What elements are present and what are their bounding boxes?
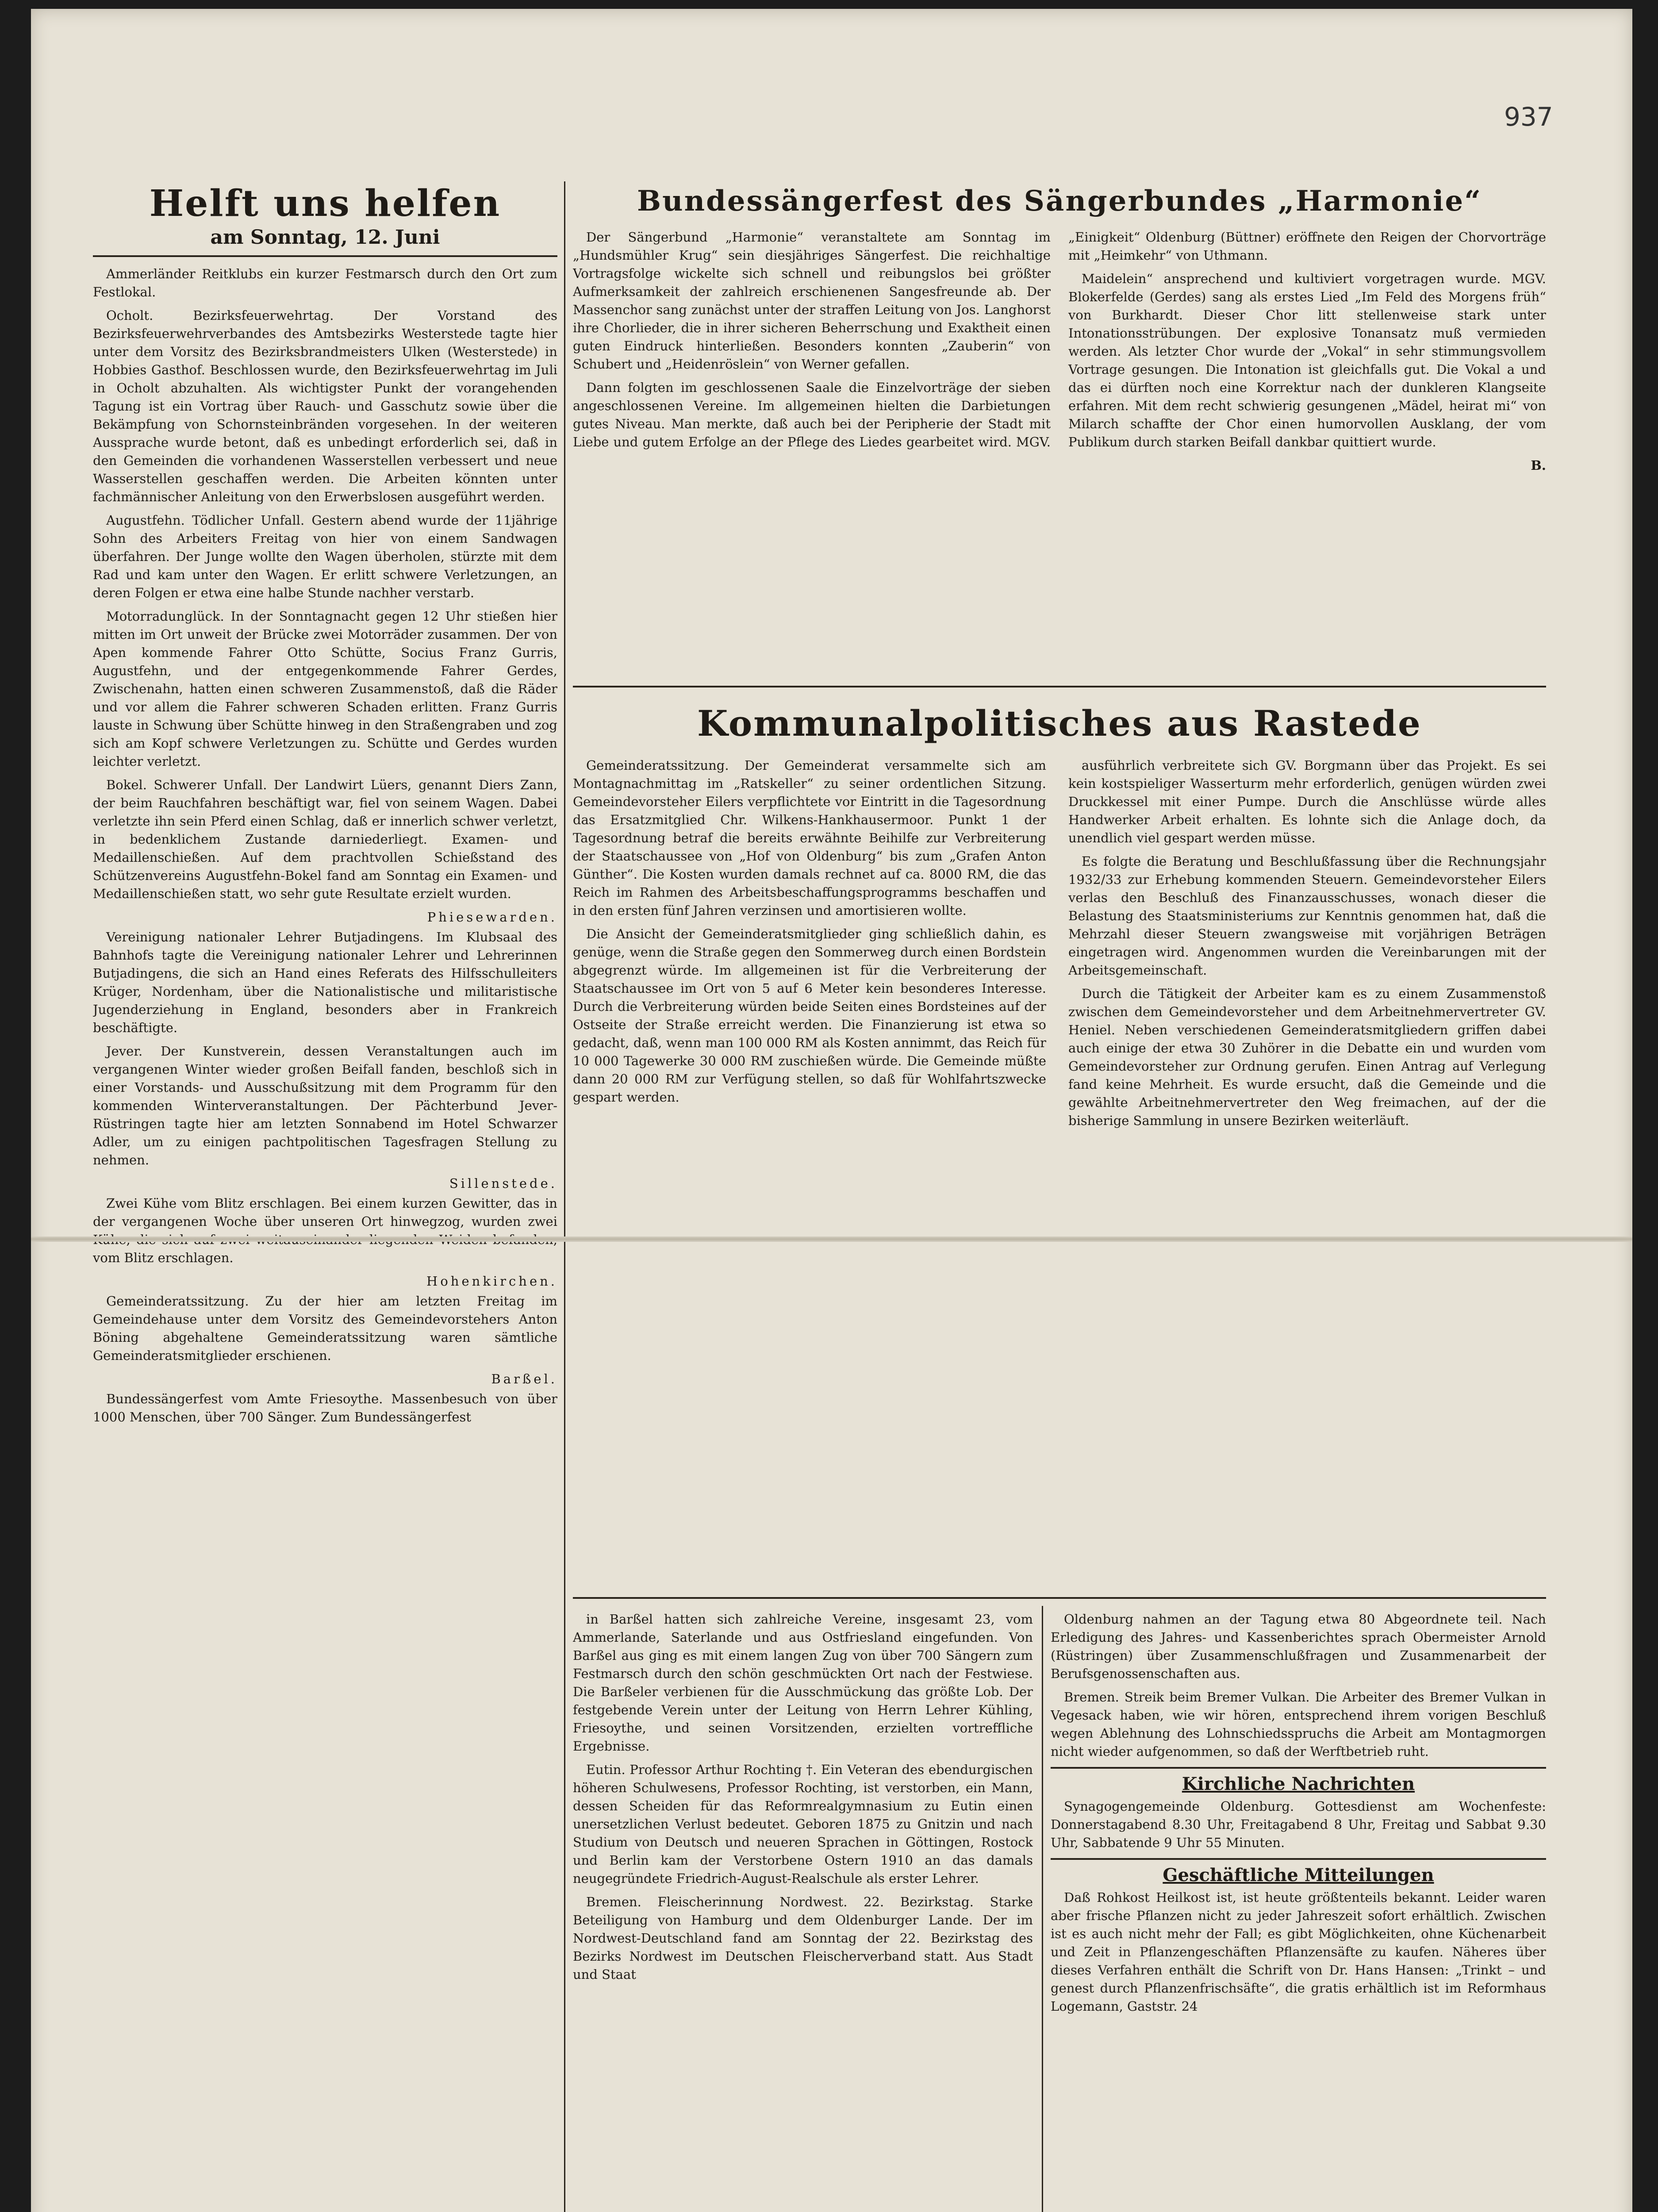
place-heading: Barßel. [491,1371,557,1386]
article-paragraph: Der Sängerbund „Harmonie“ veranstaltete am Sonntag im „Hundsmühler Krug“ sein diesjähriges Sängerfest. Die reichhaltige Vortragsfolge wickelte sich schnell und reibungslos bei größter Aufmerksamkeit der zahlreich erschienenen Sangesfreunde ab. Der Massenchor sang zunächst unter der straffen Leitung von Jos. Langhorst ihre Chorlieder, die in ihrer sicheren Beherrschung und Exaktheit einen guten Eindruck hinterließen. Besonders konnten „Zauberin“ von Schubert und „Heidenröslein“ von Werner gefallen. [573,230,1051,372]
article-paragraph: Zwei Kühe vom Blitz erschlagen. Bei einem kurzen Gewitter, das in der vergangenen Woche über unseren Ort hinwegzog, wurden zwei vom Blitz erschlagen. [93,1196,557,1265]
article-paragraph: Es folgte die Beratung und Beschlußfassung über die Rechnungsjahr 1932/33 zur Erhebung kommenden Steuern. Gemeindevorsteher Eilers verlas den Beschluß des Finanzausschusses, wonach dieser die Belastung des Staatsministeriums zur Kenntnis genommen hat, daß die Mehrzahl dieser Steuern zwangsweise mit vorjährigen Beträgen eingetragen wird. Angenommen wurden die Vereinbarungen mit der Arbeitsgemeinschaft. [1068,854,1546,978]
horizontal-rule [573,686,1546,687]
column-rule [1042,1606,1043,2212]
article-paragraph: ausführlich verbreitete sich GV. Borgmann über das Projekt. Es sei kein kostspieliger Wasserturm mehr erforderlich, genügen würden zwei Druckkessel mit einer Pumpe. Durch die Anschlüsse würde alles Handwerker Arbeit erhalten. Es lohnte sich die Anlage doch, da unendlich viel gespart werden müsse. [1068,758,1546,845]
article-paragraph: in Barßel hatten sich zahlreiche Vereine, insgesamt 23, vom Ammerlande, Saterlande und aus Ostfriesland eingefunden. Von Barßel aus ging es mit einem langen Zug von über 700 Sängern zum Festmarsch durch den schön geschmückten Ort nach der Festwiese. Die Barßeler verbienen für die Ausschmückung das größte Lob. Der festgebende Verein unter der Leitung von Herrn Lehrer Kühling, Friesoythe, und seinen Vorsitzenden, erzielten vortreffliche Ergebnisse. [573,1612,1033,1754]
divider [1051,1858,1546,1860]
left-headline: Helft uns helfen [149,182,501,225]
article-paragraph: Augustfehn. Tödlicher Unfall. Gestern abend wurde der 11jährige Sohn des Arbeiters Freitag von hier von einem Sandwagen überfahren. Der Junge wollte den Wagen überholen, stürzte mit dem Rad und kam unter den Wagen. Er erlitt schwere Verletzungen, an deren Folgen er etwa eine halbe Stunde nachher verstarb. [93,513,557,600]
article-paragraph: Bokel. Schwerer Unfall. Der Landwirt Lüers, genannt Diers Zann, der beim Rauchfahren beschäftigt war, fiel von seinem Wagen. Dabei verletzte ihn sein Pferd einen Schlag, daß er innerlich schwer verletzt, in bedenklichem Zustande darniederliegt. Examen- und Medaillenschießen. Auf dem prachtvollen Schießstand des Schützenvereins Augustfehn-Bokel fand am Sonntag ein Examen- und Medaillenschießen statt, wo sehr gute Resultate erzielt wurden. [93,777,557,901]
bottom-right-column [1051,1610,1546,2212]
page-fold [31,1237,1632,1242]
article-paragraph: Die Ansicht der Gemeinderatsmitglieder ging schließlich dahin, es genüge, wenn die Straße gegen den Sommerweg durch einen Bordstein abgegrenzt würde. Im allgemeinen ist für die Verbreiterung der Staatschaussee im Ort von 5 auf 6 Meter kein besonderes Interesse. Durch die Verbreiterung würden beide Seiten eines Bordsteines auf der Ostseite der Straße erreicht werden. Die Finanzierung ist etwa so gedacht, daß, wenn man 100 000 RM als Kosten annimmt, das Reich für 10 000 Tagewerke 30 000 RM zuschießen würde. Die Gemeinde müßte dann 20 000 RM zur Verfügung stellen, so daß für Wohlfahrtszwecke gespart werden. [573,926,1046,1105]
article-paragraph: Bremen. Streik beim Bremer Vulkan. Die Arbeiter des Bremer Vulkan in Vegesack haben, wie wir hören, entsprechend ihrem vorigen Beschluß wegen Ablehnung des Lohnschiedsspruchs die Arbeit am Montagmorgen nicht wieder aufgenommen, so daß der Werftbetrieb ruht. [1051,1690,1546,1759]
bottom-center-column [573,1610,1033,2212]
place-heading: Sillenstede. [449,1176,557,1191]
article-paragraph: Bundessängerfest vom Amte Friesoythe. Massenbesuch von über 1000 Menschen, über 700 Sänger. Zum Bundessängerfest [93,1391,557,1425]
church-news-title: Kirchliche Nachrichten [1182,1774,1415,1794]
rastede-headline: Kommunalpolitisches aus Rastede [697,703,1422,744]
rastede-right-column [1068,757,1546,1135]
column-rule [564,181,565,2212]
article-paragraph: Ammerländer Reitklubs ein kurzer Festmarsch durch den Ort zum Festlokal. [93,266,557,300]
rastede-left-column [573,757,1046,1112]
article-paragraph: Vereinigung nationaler Lehrer Butjadingens. Im Klubsaal des Bahnhofs tagte die Vereinigung nationaler Lehrer und Lehrerinnen Butjadingens, die sich an Hand eines Referats des Hilfsschulleiters Krüger, Nordenham, über die Nationalistische und militaristische Jugenderziehung in England, besonders aber in Frankreich beschäftigte. [93,929,557,1035]
article-paragraph: Durch die Tätigkeit der Arbeiter kam es zu einem Zusammenstoß zwischen dem Gemeindevorsteher und dem Arbeitnehmervertreter GV. Heniel. Neben verschiedenen Gemeinderatsmitgliedern griffen dabei auch einige der etwa 30 Zuhörer in die Debatte ein und wurden vom Gemeindevorsteher zur Ordnung gerufen. Einen Antrag auf Verlegung fand keine Mehrheit. Es wurde ersucht, daß die Gemeinde und die gewählte Arbeitnehmervertreter den Weg freimachen, auf der die bisherige Sammlung in unsere Bezirken weiterläuft. [1068,986,1546,1128]
saengerfest-columns [573,228,1546,475]
article-paragraph: Eutin. Professor Arthur Rochting †. Ein Veteran des ebendurgischen höheren Schulwesens, Professor Rochting, ist verstorben, ein Mann, dessen Scheiden für das Reformrealgymnasium zu Eutin einen unersetzlichen Verlust bedeutet. Geboren 1875 zu Gnitzin und nach Studium von Deutsch und neueren Sprachen in Göttingen, Rostock und Berlin kam der Verstorbene Ostern 1910 an das damals neugegründete Friedrich-August-Realschule als erster Lehrer. [573,1762,1033,1886]
divider [1051,1767,1546,1769]
article-paragraph: Ocholt. Bezirksfeuerwehrtag. Der Vorstand des Bezirksfeuerwehrverbandes des Amtsbezirks Westerstede tagte hier unter dem Vorsitz des Bezirksbrandmeisters Ulken (Westerstede) in Hobbies Gasthof. Beschlossen wurde, den Bezirksfeuerwehrtag im Juli in Ocholt abzuhalten. Als wichtigster Punkt der vorangehenden Tagung ist ein Vortrag über Rauch- und Gasschutz sowie über die Bekämpfung von Schornsteinbränden vorgesehen. In der weiteren Aussprache wurde betont, daß es unbedingt erforderlich sei, daß in den Gemeinden die vorhandenen Wasserstellen verbessert und neue Wasserstellen geschaffen werden. Die Arbeiten könnten unter fachmännischer Anleitung von den Erwerbslosen ausgeführt werden. [93,308,557,504]
church-news-text: Synagogengemeinde Oldenburg. Gottesdienst am Wochenfeste: Donnerstagabend 8.30 Uhr, Freitagabend 8 Uhr, Freitag und Sabbat 9.30 Uhr, Sabbatende 9 Uhr 55 Minuten. [1051,1799,1546,1850]
divider [93,255,557,257]
page-number: 937 [1504,102,1553,132]
signature: B. [1531,458,1546,473]
business-news-title: Geschäftliche Mitteilungen [1163,1865,1434,1886]
article-paragraph: Gemeinderatssitzung. Der Gemeinderat versammelte sich am Montagnachmittag im „Ratskeller“ zu seiner ordentlichen Sitzung. Gemeindevorsteher Eilers verpflichtete vor Eintritt in die Tagesordnung das Ersatzmitglied Chr. Wilkens-Hankhausermoor. Punkt 1 der Tagesordnung betraf die bereits erwähnte Beihilfe zur Verbreiterung der Staatschaussee von „Hof von Oldenburg“ bis zum „Grafen Anton Günther“. Die Kosten wurden damals rechnet auf ca. 8000 RM, die das Reich im Rahmen des Arbeitsbeschaffungsprogramms beschaffen und in den ersten fünf Jahren verzinsen und amortisieren wollte. [573,758,1046,918]
place-heading: Phiesewarden. [427,910,557,925]
article-paragraph: Gemeinderatssitzung. Zu der hier am letzten Freitag im Gemeindehause unter dem Vorsitz des Gemeindevorstehers Anton Böning abgehaltene Gemeinderatssitzung waren sämtliche Gemeinderatsmitglieder erschienen. [93,1294,557,1363]
horizontal-rule [573,1597,1546,1599]
business-news-text: Daß Rohkost Heilkost ist, ist heute größtenteils bekannt. Leider waren aber frische Pflanzen nicht zu jeder Jahreszeit sofort erhältlich. Zwischen ist es auch nicht mehr der Fall; es gibt Möglichkeiten, ohne Küchenarbeit und Zeit in Pflanzengeschäften Pflanzensäfte zu kaufen. Näheres über dieses Verfahren enthält die Schrift von Dr. Hans Hansen: „Trinkt – und genest durch Pflanzenfrischsäfte“, die gratis erhältlich ist im Reformhaus Logemann, Gaststr. 24 [1051,1890,1546,2014]
left-subheadline: am Sonntag, 12. Juni [210,226,440,249]
article-paragraph: Jever. Der Kunstverein, dessen Veranstaltungen auch im vergangenen Winter wieder großen Beifall fanden, beschloß sich in einer Vorstands- und Ausschußsitzung mit dem Programm für den kommenden Winterveranstaltungen. Der Pächterbund Jever-Rüstringen tagte hier am letzten Sonnabend im Hotel Schwarzer Adler, um zu einigen pachtpolitischen Tagesfragen Stellung zu nehmen. [93,1044,557,1167]
left-column [93,181,557,2212]
article-paragraph: Oldenburg nahmen an der Tagung etwa 80 Abgeordnete teil. Nach Erledigung des Jahres- und Kassenberichtes sprach Obermeister Arnold (Rüstringen) über Zusammenschlußfragen und Zusammenarbeit der Berufsgenossenschaften aus. [1051,1612,1546,1681]
saengerfest-article [573,181,1546,672]
article-paragraph: Dann folgten im geschlossenen Saale die Einzelvorträge der sieben angeschlossenen Vereine. Im allgemeinen hielten die Darbietungen gutes Niveau. Man merkte, daß auch bei der Peripherie der Stadt mit Liebe und gutem Erfolge an der Pflege des Liedes gearbeitet wird. MGV. „Einigkeit“ Oldenburg (Büttner) eröffnete den Reigen der Chorvorträge mit „Heimkehr“ von Uthmann. [573,230,1546,449]
article-paragraph: Maidelein“ ansprechend und kultiviert vorgetragen wurde. MGV. Blokerfelde (Gerdes) sang als erstes Lied „Im Feld des Morgens früh“ von Burkhardt. Dieser Chor litt stellenweise stark unter Intonationsstrübungen. Der explosive Tonansatz muß vermieden werden. Als letzter Chor wurde der „Vokal“ in sehr stimmungsvollem Vortrage gesungen. Die Intonation ist gleichfalls gut. Die Vokal a und das ei dürften noch eine Korrektur nach der dunkleren Klangseite erfahren. Mit dem recht schwierig gesungenen „Mädel, heirat mi“ von Milarch schaffte der Chor einen humorvollen Ausklang, der vom Publikum durch starken Beifall dankbar quittiert wurde. [1068,271,1546,449]
newspaper-page [31,9,1632,2212]
place-heading: Hohenkirchen. [426,1274,557,1289]
saengerfest-headline: Bundessängerfest des Sängerbundes „Harmonie“ [637,184,1482,218]
article-paragraph: Motorradunglück. In der Sonntagnacht gegen 12 Uhr stießen hier mitten im Ort unweit der Brücke zwei Motorräder zusammen. Der von Apen kommende Fahrer Otto Schütte, Socius Franz Gurris, Augustfehn, und der entgegenkommende Fahrer Gerdes, Zwischenahn, hatten einen schweren Zusammenstoß, daß die Räder und vor allem die Fahrer schweren Schaden erlitten. Franz Gurris lauste in Schwung über Schütte hinweg in den Straßengraben und zog sich am Kopf schwere Verletzungen zu. Schütte und Gerdes wurden leichter verletzt. [93,609,557,769]
rastede-article [573,699,1546,1588]
article-paragraph: Bremen. Fleischerinnung Nordwest. 22. Bezirkstag. Starke Beteiligung von Hamburg und dem Oldenburger Lande. Der im Nordwest-Deutschland fand am Sonntag der 22. Bezirkstag des Bezirks Nordwest im Deutschen Fleischerverband statt. Aus Stadt und Staat [573,1894,1033,1982]
